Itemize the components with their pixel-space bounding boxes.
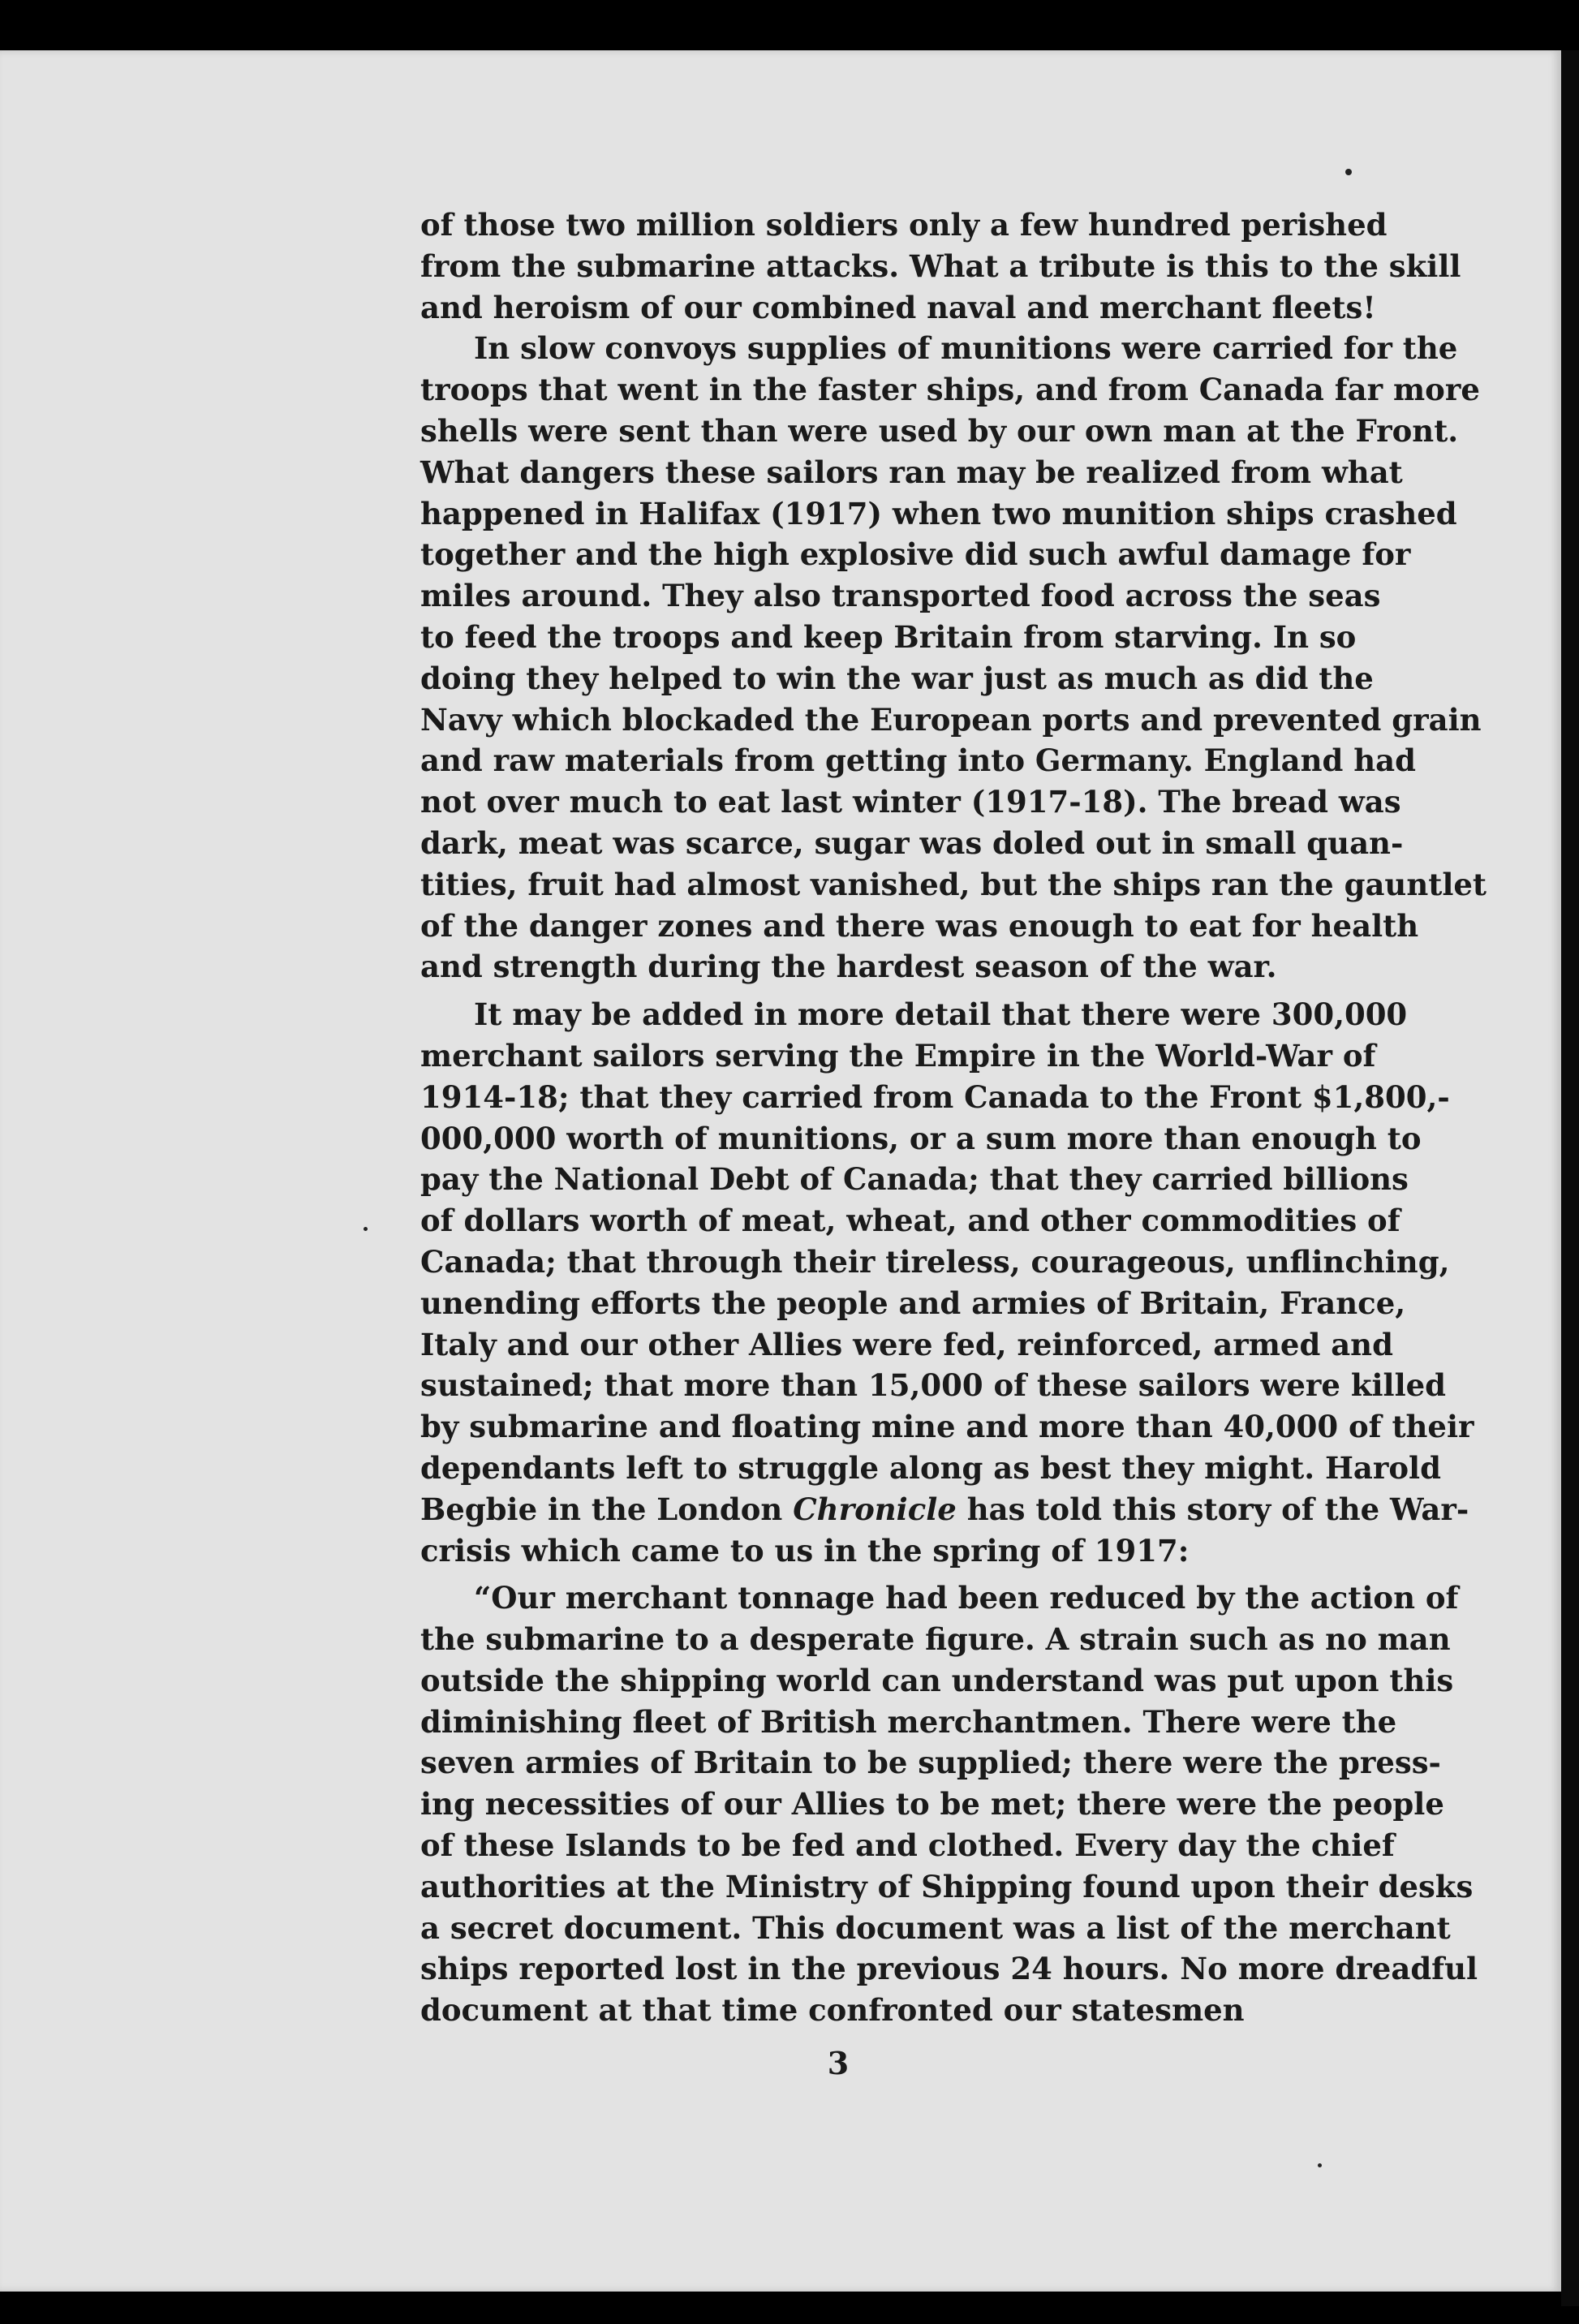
text-line: Italy and our other Allies were fed, reinforced, armed and [420,1326,1393,1362]
text-line: doing they helped to win the war just as much as did the [420,660,1374,696]
text-line: 1914-18; that they carried from Canada to the Front $1,800,- [420,1078,1450,1115]
text-line: together and the high explosive did such awful damage for [420,536,1411,573]
margin-speck [1345,169,1352,175]
text-line: merchant sailors serving the Empire in the World-War of [420,1037,1376,1074]
text-line: Canada; that through their tireless, courageous, unflinching, [420,1243,1450,1280]
text-line: What dangers these sailors ran may be realized from what [420,454,1403,490]
page-number: 3 [827,2045,850,2081]
text-line: troops that went in the faster ships, and from Canada far more [420,372,1480,408]
text-line: document at that time confronted our statesmen [420,1992,1245,2029]
text-line: authorities at the Ministry of Shipping found upon their desks [420,1868,1474,1904]
text-line: ing necessities of our Allies to be met; there were the people [420,1786,1444,1823]
text-line: outside the shipping world can understand was put upon this [420,1662,1454,1698]
paragraph-4 [420,1577,1478,2031]
text-line: miles around. They also transported food across the seas [420,578,1381,614]
text-segment: Begbie in the London [420,1491,783,1527]
text-line: seven armies of Britain to be supplied; there were the press- [420,1745,1441,1781]
text-line: sustained; that more than 15,000 of these sailors were killed [420,1367,1447,1404]
text-segment: has told this story of the War- [966,1491,1469,1527]
text-line: of dollars worth of meat, wheat, and other commodities of [420,1203,1400,1239]
text-line: dependants left to struggle along as best they might. Harold [420,1449,1441,1486]
text-line: and heroism of our combined naval and merchant fleets! [420,289,1376,325]
text-line: ships reported lost in the previous 24 hours. No more dreadful [420,1951,1478,1987]
paragraph-2 [420,328,1487,988]
text-line: In slow convoys supplies of munitions were carried for the [474,330,1458,367]
text-line: of these Islands to be fed and clothed. Every day the chief [420,1827,1395,1864]
text-line: from the submarine attacks. What a tribute is this to the skill [420,247,1461,284]
paragraph-gap [420,1571,1347,1577]
text-line: the submarine to a desperate figure. A strain such as no man [420,1621,1451,1658]
text-line-with-italic [420,1489,1469,1530]
text-line: and strength during the hardest season of the war. [420,949,1277,985]
paragraph-gap [420,988,1347,994]
text-line: and raw materials from getting into Germany. England had [420,742,1416,779]
text-line: crisis which came to us in the spring of 1917: [420,1532,1190,1569]
text-line: tities, fruit had almost vanished, but the ships ran the gauntlet [420,866,1487,902]
italic-title: Chronicle [793,1491,957,1527]
text-line: a secret document. This document was a list of the merchant [420,1909,1451,1946]
body-text [420,204,1487,2031]
text-line: of those two million soldiers only a few hundred perished [420,207,1388,243]
paragraph-3 [420,994,1474,1571]
text-line: diminishing fleet of British merchantmen. There were the [420,1703,1397,1740]
text-line: dark, meat was scarce, sugar was doled out in small quan- [420,824,1404,861]
page-edge [1561,50,1579,2306]
text-line: to feed the troops and keep Britain from starving. In so [420,618,1357,655]
text-line: 000,000 worth of munitions, or a sum more than enough to [420,1120,1422,1156]
text-line: of the danger zones and there was enough to eat for health [420,907,1419,944]
text-line: “Our merchant tonnage had been reduced by the action of [474,1580,1459,1616]
text-line: by submarine and floating mine and more than 40,000 of their [420,1409,1474,1445]
margin-speck [1318,2163,1322,2167]
margin-speck [364,1227,368,1231]
paragraph-1 [420,204,1461,328]
text-line: happened in Halifax (1917) when two munition ships crashed [420,495,1457,532]
text-line: shells were sent than were used by our own man at the Front. [420,412,1459,449]
text-line: unending efforts the people and armies of Britain, France, [420,1285,1406,1321]
text-line: pay the National Debt of Canada; that they carried billions [420,1161,1409,1198]
text-line: not over much to eat last winter (1917-18). The bread was [420,784,1401,820]
text-line: It may be added in more detail that there were 300,000 [474,996,1408,1033]
text-line: Navy which blockaded the European ports and prevented grain [420,701,1482,738]
